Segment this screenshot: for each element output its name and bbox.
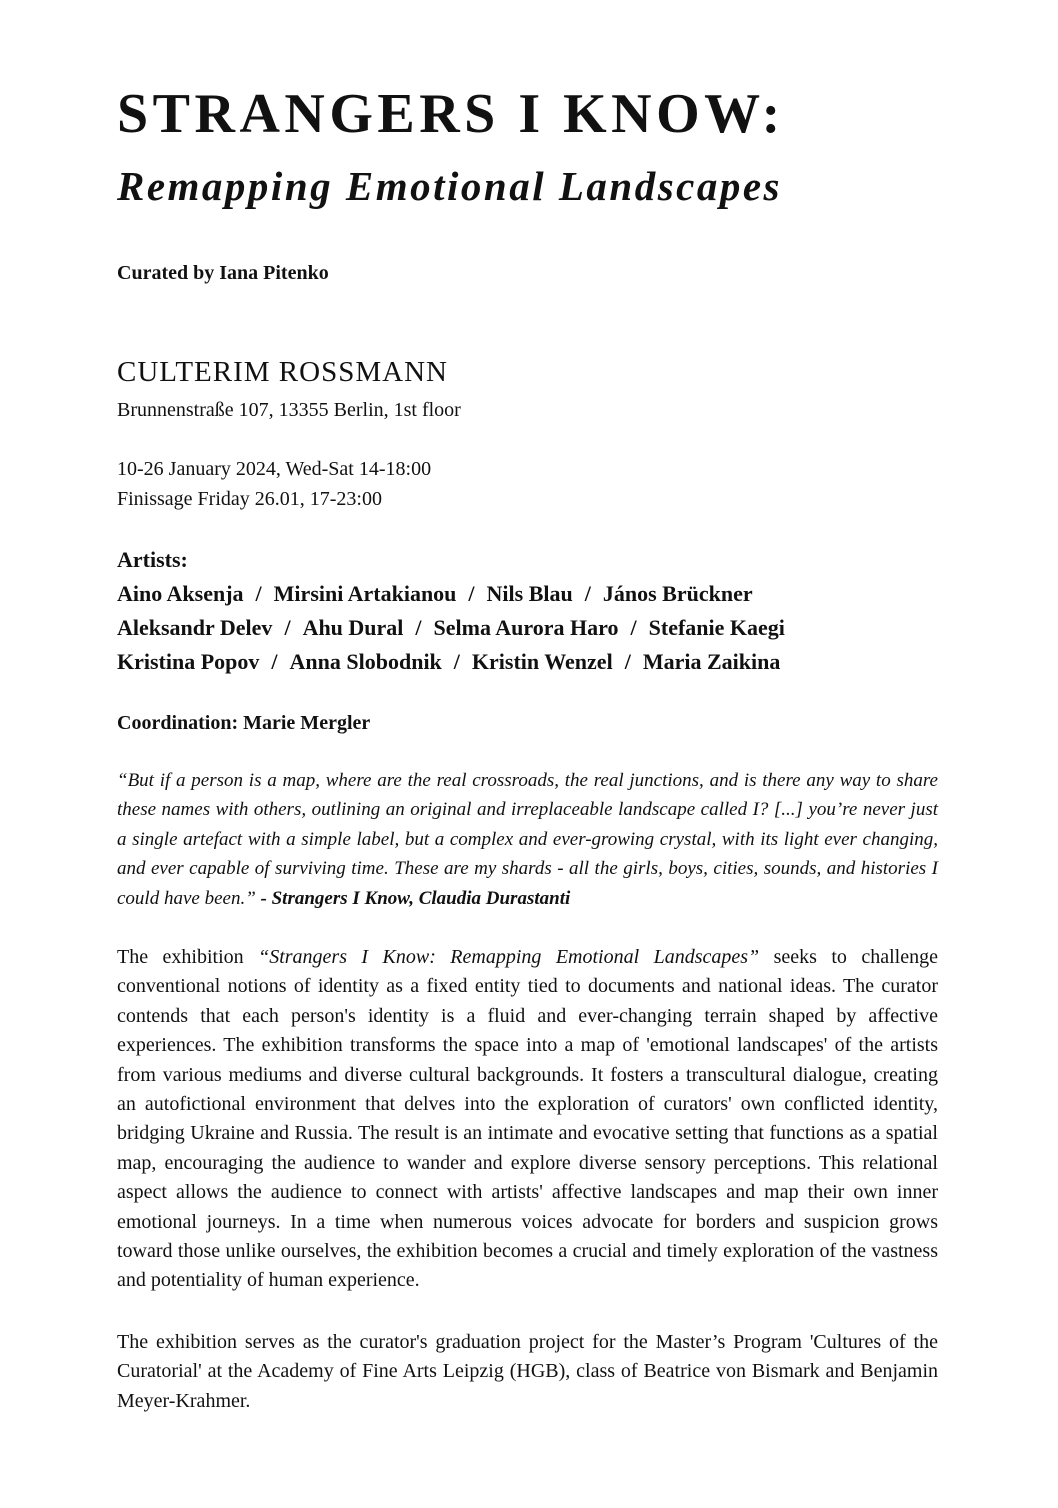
separator: / (624, 649, 631, 674)
artist-row (117, 645, 785, 679)
artist-name: Kristin Wenzel (471, 649, 613, 674)
coordination-credit: Coordination: Marie Mergler (117, 712, 371, 734)
artist-name: Aino Aksenja (117, 581, 244, 606)
separator: / (255, 581, 262, 606)
artists-heading: Artists: (117, 547, 188, 572)
finissage-date: Finissage Friday 26.01, 17-23:00 (117, 488, 382, 510)
artist-name: Ahu Dural (302, 615, 404, 640)
separator: / (453, 649, 460, 674)
exhibition-title: STRANGERS I KNOW: (117, 83, 785, 145)
artist-name: Anna Slobodnik (289, 649, 442, 674)
artists-list (117, 577, 785, 679)
separator: / (468, 581, 475, 606)
artist-name: Mirsini Artakianou (273, 581, 457, 606)
venue-address: Brunnenstraße 107, 13355 Berlin, 1st floor (117, 399, 461, 421)
quote-attribution: - Strangers I Know, Claudia Durastanti (255, 887, 571, 909)
separator: / (284, 615, 291, 640)
venue-name: CULTERIM ROSSMANN (117, 356, 448, 388)
curator-credit: Curated by Iana Pitenko (117, 262, 329, 284)
run-dates: 10-26 January 2024, Wed-Sat 14-18:00 (117, 458, 432, 480)
paragraph-lead: The exhibition (117, 946, 259, 968)
exhibition-description (117, 943, 938, 1296)
separator: / (630, 615, 637, 640)
description-paragraph (117, 943, 938, 1296)
exhibition-dates (117, 454, 431, 514)
artist-name: Kristina Popov (117, 649, 260, 674)
artist-row (117, 611, 785, 645)
artist-row (117, 577, 785, 611)
artist-name: János Brückner (602, 581, 753, 606)
paragraph-text: seeks to challenge conventional notions of identity as a fixed entity tied to documents and national ideas. The curator contends that each person's identity is a fluid and ever-changing terrain shaped by affective experiences. The exhibition transforms the space into a map of 'emotional landscapes' of the artists from various mediums and diverse cultural backgrounds. It fosters a transcultural dialogue, creating an autofictional environment that delves into the exploration of curators' own conflicted identity, bridging Ukraine and Russia. The result is an intimate and evocative setting that functions as a spatial map, encouraging the audience to wander and explore diverse sensory perceptions. This relational aspect allows the audience to connect with artists' affective landscapes and map their own inner emotional journeys. In a time when numerous voices advocate for borders and suspicion grows toward those unlike ourselves, the exhibition becomes a crucial and timely exploration of the vastness and potentiality of human experience. (117, 946, 938, 1292)
quote-text: “But if a person is a map, where are the real crossroads, the real junctions, and is there any way to share these names with others, outlining an original and irreplaceable landscape called I? [...] you’re never just a single artefact with a simple label, but a complex and ever-growing crystal, with its light ever changing, and ever capable of surviving time. These are my shards - all the girls, boys, cities, sounds, and histories I could have been.” (117, 770, 938, 909)
exhibition-subtitle: Remapping Emotional Landscapes (117, 163, 782, 209)
epigraph-quote (117, 766, 938, 913)
separator: / (271, 649, 278, 674)
separator: / (584, 581, 591, 606)
artist-name: Aleksandr Delev (117, 615, 273, 640)
artist-name: Selma Aurora Haro (433, 615, 619, 640)
exhibition-title-inline: “Strangers I Know: Remapping Emotional Landscapes” (258, 946, 760, 968)
graduation-note (117, 1328, 938, 1416)
artist-name: Nils Blau (486, 581, 573, 606)
artist-name: Stefanie Kaegi (648, 615, 785, 640)
artist-name: Maria Zaikina (642, 649, 781, 674)
graduation-paragraph: The exhibition serves as the curator's graduation project for the Master’s Program 'Cultures of the Curatorial' at the Academy of Fine Arts Leipzig (HGB), class of Beatrice von Bismark and Benjamin Meyer-Krahmer. (117, 1331, 938, 1412)
separator: / (415, 615, 422, 640)
